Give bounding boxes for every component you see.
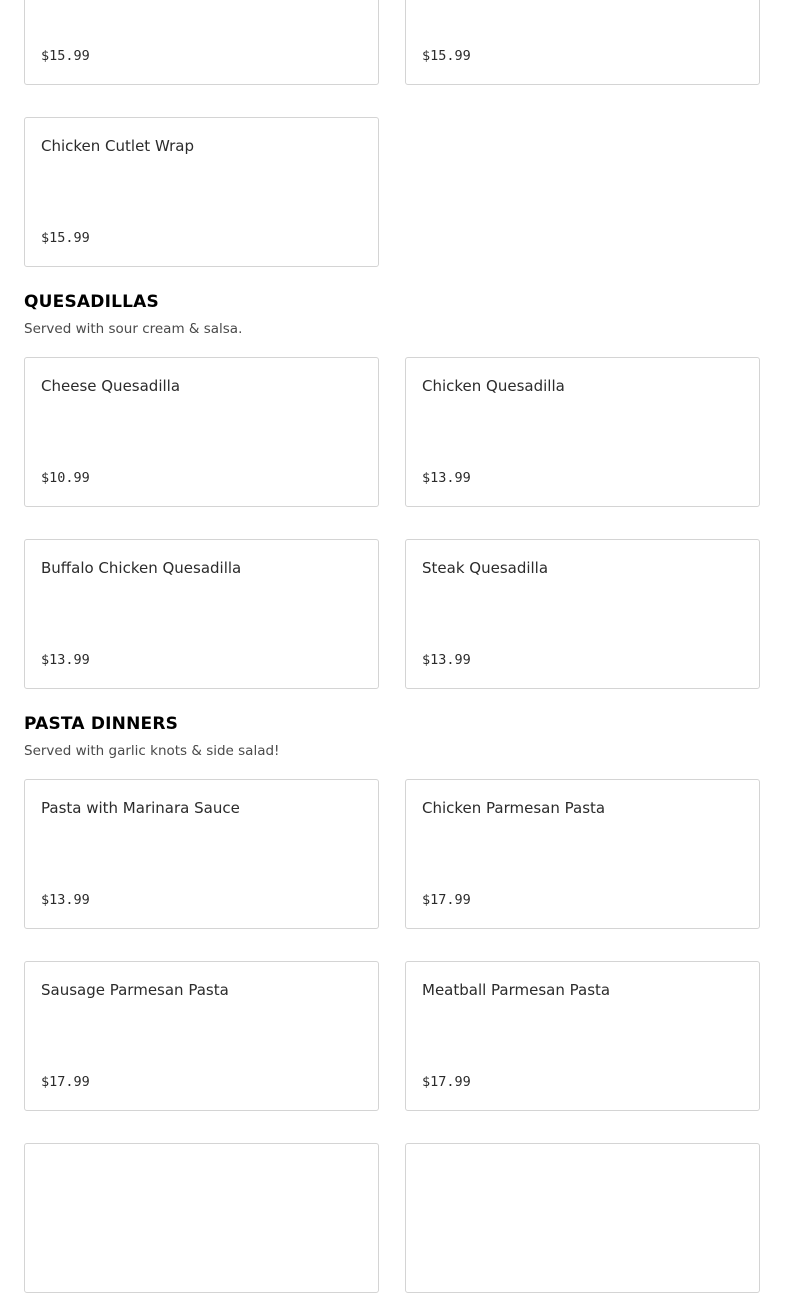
item-price: $13.99	[41, 652, 90, 668]
item-price: $17.99	[41, 1074, 90, 1090]
section-description-pasta-dinners: Served with garlic knots & side salad!	[24, 743, 280, 759]
item-name: Pasta with Marinara Sauce	[41, 799, 240, 817]
item-name: Sausage Parmesan Pasta	[41, 981, 229, 999]
item-name: Cheese Quesadilla	[41, 377, 181, 395]
item-price: $15.99	[41, 48, 90, 64]
item-price: $13.99	[422, 652, 471, 668]
item-price: $15.99	[422, 48, 471, 64]
menu-item-card[interactable]	[24, 357, 379, 507]
item-price: $13.99	[41, 892, 90, 908]
item-price: $17.99	[422, 892, 471, 908]
menu-item-card[interactable]	[24, 117, 379, 267]
item-name: Meatball Parmesan Pasta	[422, 981, 611, 999]
menu-item-card[interactable]	[405, 1143, 760, 1293]
section-title-quesadillas: QUESADILLAS	[24, 292, 159, 312]
item-name: Chicken Parmesan Pasta	[422, 799, 606, 817]
item-name: Chicken Cutlet Wrap	[41, 137, 194, 155]
section-title-pasta-dinners: PASTA DINNERS	[24, 714, 179, 734]
menu-item-card[interactable]	[405, 0, 760, 85]
item-name: Buffalo Chicken Quesadilla	[41, 559, 242, 577]
menu-item-card[interactable]	[405, 539, 760, 689]
item-price: $13.99	[422, 470, 471, 486]
section-description-quesadillas: Served with sour cream & salsa.	[24, 321, 243, 337]
menu-item-card[interactable]	[405, 779, 760, 929]
item-price: $10.99	[41, 470, 90, 486]
item-price: $15.99	[41, 230, 90, 246]
item-price: $17.99	[422, 1074, 471, 1090]
menu-item-card[interactable]	[24, 779, 379, 929]
menu-item-card[interactable]	[405, 357, 760, 507]
item-name: Chicken Quesadilla	[422, 377, 565, 395]
menu-item-card[interactable]	[405, 961, 760, 1111]
menu-item-card[interactable]	[24, 539, 379, 689]
menu-item-card[interactable]	[24, 0, 379, 85]
item-name: Steak Quesadilla	[422, 559, 549, 577]
menu-item-card[interactable]	[24, 1143, 379, 1293]
menu-item-card[interactable]	[24, 961, 379, 1111]
